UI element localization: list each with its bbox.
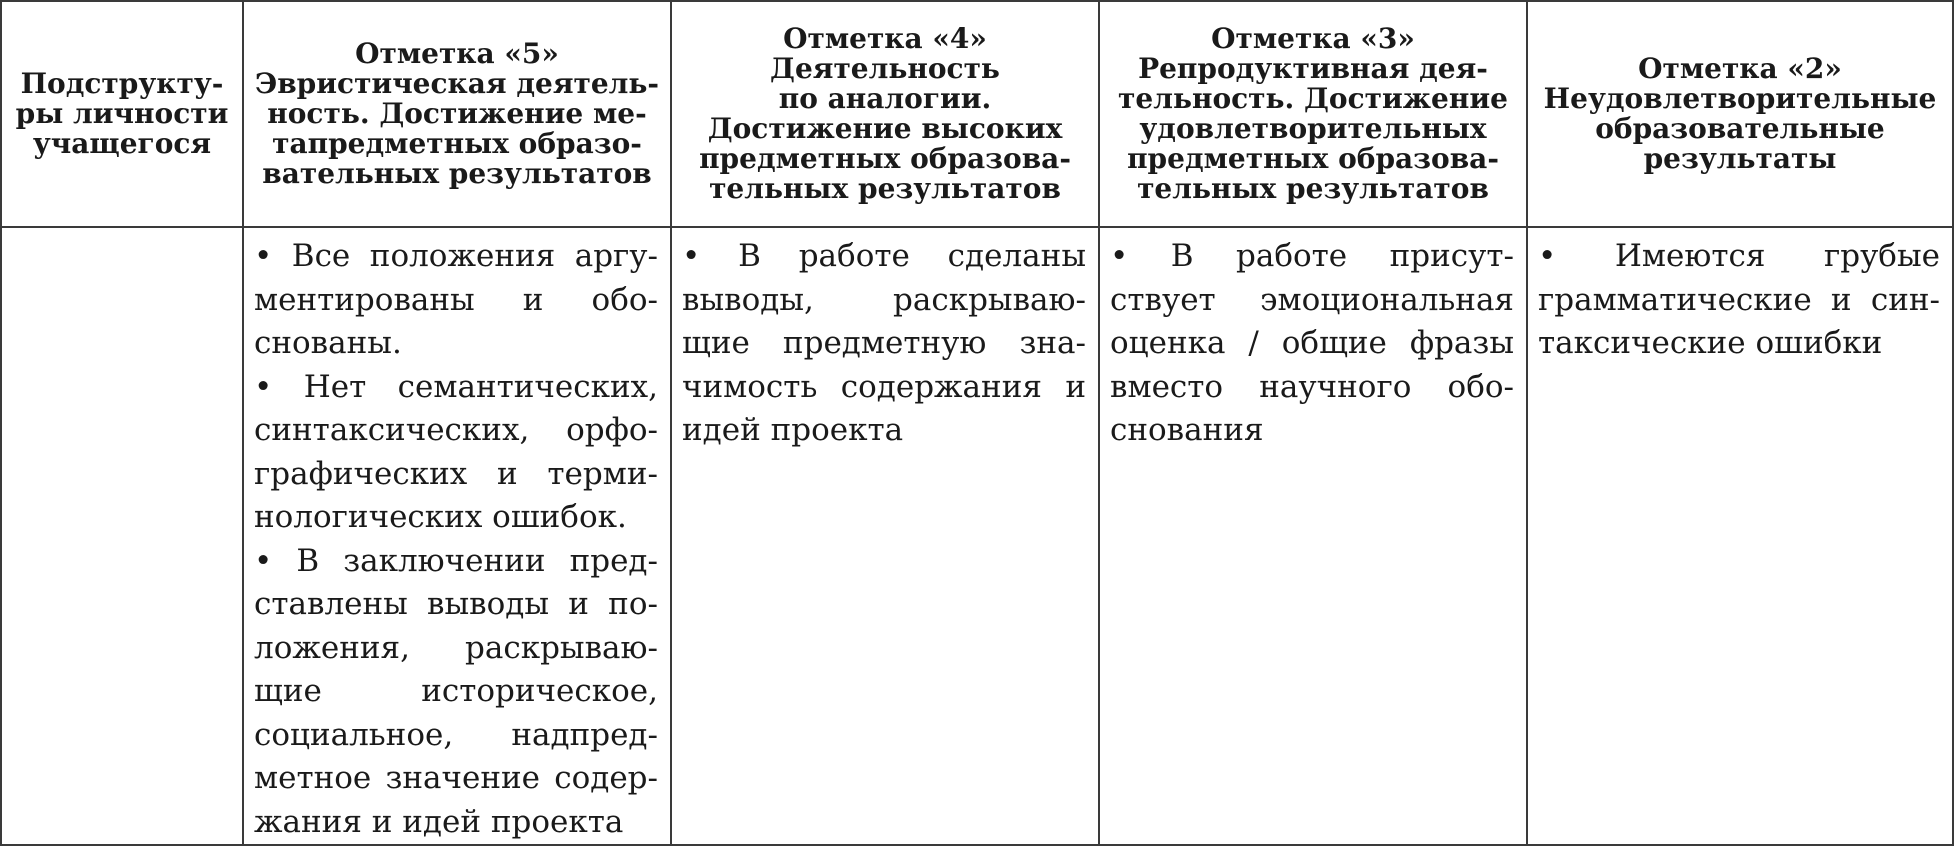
bullet-line: таксические ошибки bbox=[1538, 325, 1883, 361]
header-subtitle-line: Достижение высоких bbox=[707, 112, 1063, 145]
bullet-line: графических и терми- bbox=[254, 455, 658, 492]
bullet-line: • В работе присут- bbox=[1110, 238, 1514, 274]
header-subtitle-line: вательных результатов bbox=[262, 157, 652, 190]
header-subtitle-line: образовательные bbox=[1595, 112, 1885, 145]
header-row bbox=[1, 1, 1953, 227]
bullet-line: щие предметную зна- bbox=[682, 325, 1086, 361]
bullet-line: • В заключении пред- bbox=[254, 542, 658, 579]
header-subtitle-line: ность. Достижение ме- bbox=[267, 97, 647, 130]
bullet-line: снования bbox=[1110, 412, 1264, 448]
bullet-line: синтаксических, орфо- bbox=[254, 412, 658, 448]
header-title-line: ры личности bbox=[15, 97, 229, 130]
header-subtitle-line: результаты bbox=[1643, 142, 1837, 175]
header-grade-2 bbox=[1527, 1, 1953, 227]
header-subtitle-line: тапредметных образо- bbox=[272, 127, 642, 160]
cell-grade-2-criteria bbox=[1527, 227, 1953, 845]
bullet-line: щие историческое, bbox=[254, 673, 658, 709]
bullet-line: • В работе сделаны bbox=[682, 238, 1086, 274]
cell-grade-5-criteria bbox=[243, 227, 671, 845]
bullet-item bbox=[1538, 235, 1940, 366]
header-title-line: Отметка «3» bbox=[1211, 22, 1415, 55]
header-subtitle-line: Деятельность bbox=[770, 52, 1000, 85]
bullet-line: идей проекта bbox=[682, 412, 904, 448]
bullet-line: снованы. bbox=[254, 325, 402, 361]
bullet-line: метное значение содер- bbox=[254, 760, 658, 796]
bullet-line: ментированы и обо- bbox=[254, 281, 658, 318]
header-subtitle-line: тельных результатов bbox=[709, 172, 1061, 205]
header-title-line: учащегося bbox=[32, 127, 212, 160]
bullet-line: вместо научного обо- bbox=[1110, 368, 1514, 405]
header-subtitle-line: тельность. Достижение bbox=[1118, 82, 1508, 115]
header-title-line: Отметка «4» bbox=[783, 22, 987, 55]
bullet-line: нологических ошибок. bbox=[254, 499, 627, 535]
header-subtitle-line: тельных результатов bbox=[1137, 172, 1489, 205]
bullet-line: ставлены выводы и по- bbox=[254, 586, 658, 622]
header-grade-3 bbox=[1099, 1, 1527, 227]
bullet-item bbox=[254, 540, 658, 845]
bullet-item bbox=[254, 235, 658, 366]
header-title-line: Подструкту- bbox=[20, 67, 224, 100]
header-personality-substructures bbox=[1, 1, 243, 227]
bullet-line: • Все положения аргу- bbox=[254, 238, 658, 274]
cell-grade-4-criteria bbox=[671, 227, 1099, 845]
cell-personality-substructures bbox=[1, 227, 243, 845]
bullet-line: • Имеются грубые bbox=[1538, 238, 1940, 274]
bullet-line: • Нет семантических, bbox=[254, 368, 658, 405]
bullet-line: оценка / общие фразы bbox=[1110, 325, 1514, 361]
bullet-line: ствует эмоциональная bbox=[1110, 281, 1514, 318]
bullet-item bbox=[254, 366, 658, 540]
header-subtitle-line: предметных образова- bbox=[1127, 142, 1499, 175]
header-subtitle-line: Репродуктивная дея- bbox=[1138, 52, 1488, 85]
bullet-line: ложения, раскрываю- bbox=[254, 629, 658, 666]
bullet-line: грамматические и син- bbox=[1538, 281, 1940, 318]
header-grade-4 bbox=[671, 1, 1099, 227]
header-subtitle-line: удовлетворительных bbox=[1139, 112, 1487, 145]
table-row bbox=[1, 227, 1953, 845]
header-grade-5 bbox=[243, 1, 671, 227]
header-subtitle-line: Эвристическая деятель- bbox=[254, 67, 660, 100]
header-title-line: Отметка «5» bbox=[355, 37, 559, 70]
cell-grade-3-criteria bbox=[1099, 227, 1527, 845]
header-subtitle-line: по аналогии. bbox=[778, 82, 992, 115]
bullet-line: жания и идей проекта bbox=[254, 803, 624, 840]
header-title-line: Отметка «2» bbox=[1638, 52, 1842, 85]
bullet-line: выводы, раскрываю- bbox=[682, 281, 1086, 318]
header-subtitle-line: Неудовлетворительные bbox=[1543, 82, 1937, 115]
bullet-line: социальное, надпред- bbox=[254, 716, 658, 753]
bullet-line: чимость содержания и bbox=[682, 368, 1086, 405]
header-subtitle-line: предметных образова- bbox=[699, 142, 1071, 175]
bullet-item bbox=[682, 235, 1086, 453]
bullet-item bbox=[1110, 235, 1514, 453]
